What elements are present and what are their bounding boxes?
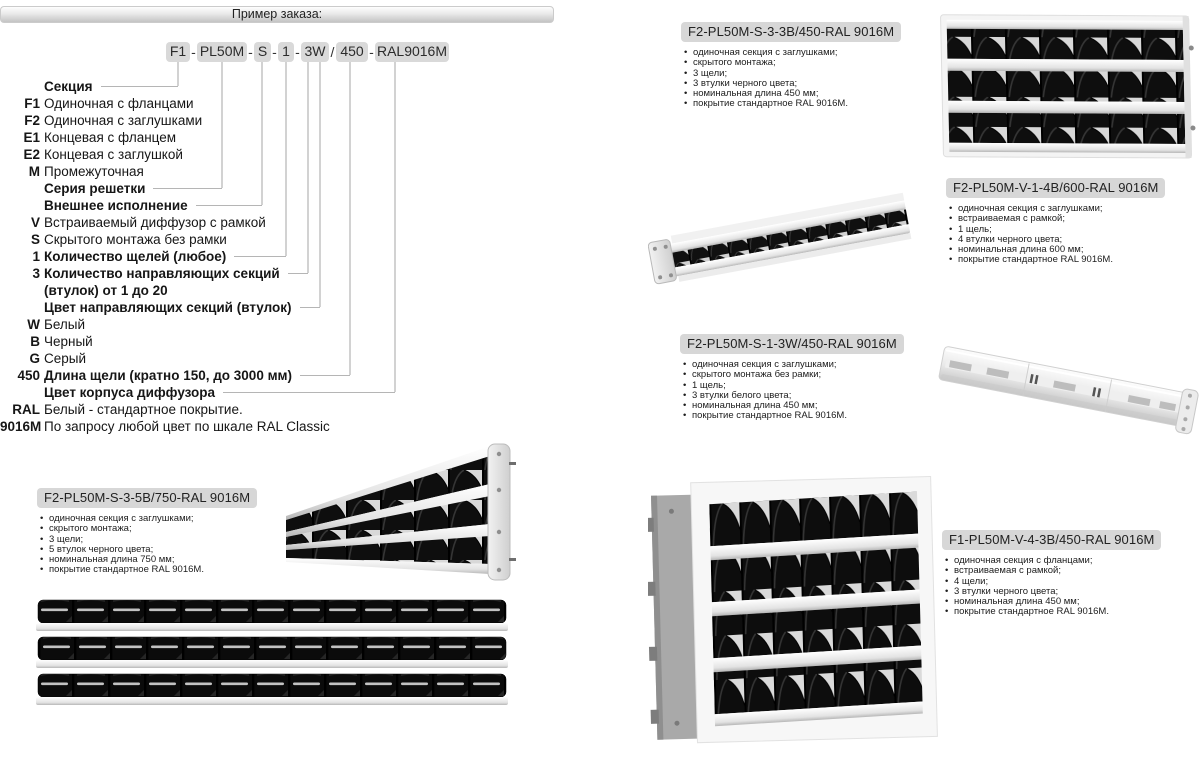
legend-label: Концевая с фланцем	[44, 130, 177, 145]
legend-prefix: S	[30, 232, 40, 247]
legend-label: Серия решетки	[44, 181, 146, 196]
end-cap	[488, 444, 510, 580]
legend-prefix: 9016M	[0, 419, 42, 434]
connector-line	[153, 188, 222, 189]
legend-row-slot-count	[0, 248, 286, 265]
legend-row-slot-length	[0, 367, 350, 384]
bullet-item: • 5 втулок черного цвета;	[38, 545, 299, 555]
legend-prefix: V	[30, 215, 40, 230]
code-segment-mounting: S	[254, 42, 271, 62]
legend-label: Встраиваемый диффузор с рамкой	[44, 215, 266, 230]
code-segment-color: RAL9016M	[375, 42, 449, 62]
bullet-item: • скрытого монтажа;	[682, 58, 933, 68]
legend-label: Цвет направляющих секций (втулок)	[44, 300, 292, 315]
bullet-item: • одиночная секция с заглушками;	[38, 514, 299, 524]
legend-label: Секция	[44, 79, 93, 94]
product-image-single-slot-angled	[648, 168, 922, 318]
bullet-item: • одиночная секция с заглушками;	[681, 360, 932, 370]
legend-prefix: F1	[24, 96, 40, 111]
code-segment-slots: 1	[278, 42, 294, 62]
legend-label: Концевая с заглушкой	[44, 147, 183, 162]
legend-label: Серый	[44, 351, 87, 366]
code-separator: -	[369, 44, 374, 60]
connector-line	[196, 205, 262, 206]
legend-label: (втулок) от 1 до 20	[44, 283, 168, 298]
legend-row-exterior	[0, 197, 262, 214]
bullet-item: • встраиваемая с рамкой;	[943, 566, 1194, 576]
bullet-item: • номинальная длина 750 мм;	[38, 555, 299, 565]
code-separator: -	[272, 44, 277, 60]
section-header-title: Пример заказа:	[231, 7, 323, 21]
legend-prefix: B	[30, 334, 40, 349]
code-segment-section: F1	[166, 42, 190, 62]
vane-band	[947, 29, 1184, 60]
legend-row	[0, 214, 395, 231]
legend-prefix: M	[28, 164, 40, 179]
legend-row	[0, 316, 395, 333]
product-block-2	[946, 178, 1198, 266]
product-block-4	[942, 530, 1194, 618]
connector-line	[234, 256, 286, 257]
legend-row	[0, 95, 395, 112]
connector-line	[288, 273, 308, 274]
product-bullets	[943, 556, 1194, 618]
product-bullets	[682, 48, 933, 110]
code-segment-length: 450	[336, 42, 368, 62]
bullet-item: • одиночная секция с заглушками;	[947, 204, 1198, 214]
product-bullets	[38, 514, 299, 576]
product-block-3	[680, 334, 932, 422]
bullet-item: • покрытие стандартное RAL 9016M.	[682, 99, 933, 109]
legend-row	[0, 129, 395, 146]
rail	[947, 20, 1183, 30]
strip	[36, 674, 508, 705]
product-image-3slot-perspective	[278, 440, 516, 608]
product-block-5	[37, 488, 299, 576]
legend-row-body-color	[0, 384, 395, 401]
legend-row	[0, 163, 395, 180]
bullet-item: • номинальная длина 450 мм;	[943, 597, 1194, 607]
connector-line	[300, 375, 350, 376]
legend-prefix: 1	[32, 249, 40, 264]
bullet-item: • скрытого монтажа без рамки;	[681, 370, 932, 380]
product-code-badge: F2-PL50M-S-3-5B/750-RAL 9016M	[37, 488, 257, 508]
legend-label: Белый	[44, 317, 86, 332]
legend-label: Количество щелей (любое)	[44, 249, 227, 264]
code-legend	[0, 78, 395, 435]
bullet-item: • покрытие стандартное RAL 9016M.	[947, 255, 1198, 265]
legend-prefix: E2	[23, 147, 40, 162]
legend-label: Внешнее исполнение	[44, 198, 188, 213]
connector-line	[101, 86, 179, 87]
legend-label: Скрытого монтажа без рамки	[44, 232, 227, 247]
legend-row	[0, 112, 395, 129]
product-bullets	[681, 360, 932, 422]
legend-row	[0, 231, 395, 248]
legend-row	[0, 146, 395, 163]
product-block-1	[681, 22, 933, 110]
bullet-item: • одиночная секция с заглушками;	[682, 48, 933, 58]
connector-line	[223, 392, 395, 393]
legend-label: Промежуточная	[44, 164, 144, 179]
bullet-item: • 3 втулки белого цвета;	[681, 391, 932, 401]
bullet-item: • 1 щель;	[947, 225, 1198, 235]
order-code	[166, 42, 449, 62]
product-code-badge: F2-PL50M-V-1-4B/600-RAL 9016M	[946, 178, 1165, 198]
legend-label: Цвет корпуса диффузора	[44, 385, 216, 400]
legend-label: Черный	[44, 334, 93, 349]
code-separator: -	[191, 44, 196, 60]
legend-row-vane-count	[0, 265, 308, 282]
legend-row	[0, 418, 395, 435]
legend-row-vane-color	[0, 299, 320, 316]
legend-row	[0, 333, 395, 350]
legend-row-section	[0, 78, 178, 95]
bullet-item: • покрытие стандартное RAL 9016M.	[681, 411, 932, 421]
bullet-item: • 3 щели;	[38, 535, 299, 545]
legend-label: Количество направляющих секций	[44, 266, 280, 281]
bullet-item: • 3 щели;	[682, 69, 933, 79]
bullet-item: • покрытие стандартное RAL 9016M.	[38, 565, 299, 575]
bullet-item: • встраиваемая с рамкой;	[947, 214, 1198, 224]
code-separator: -	[248, 44, 253, 60]
product-code-badge: F2-PL50M-S-3-3B/450-RAL 9016M	[681, 22, 901, 42]
bullet-item: • одиночная секция с фланцами;	[943, 556, 1194, 566]
product-image-3slot-strips-front	[36, 598, 512, 712]
legend-prefix: E1	[23, 130, 40, 145]
legend-label: Одиночная с фланцами	[44, 96, 194, 111]
vane-band	[948, 71, 1185, 102]
bullet-item: • покрытие стандартное RAL 9016M.	[943, 607, 1194, 617]
bullet-item: • 3 втулки черного цвета;	[682, 79, 933, 89]
code-separator: -	[295, 44, 300, 60]
product-code-badge: F2-PL50M-S-1-3W/450-RAL 9016M	[680, 334, 904, 354]
legend-prefix: G	[29, 351, 40, 366]
strip	[36, 637, 508, 668]
connector-line	[300, 307, 320, 308]
legend-prefix: F2	[24, 113, 40, 128]
bullet-item: • номинальная длина 450 мм;	[682, 89, 933, 99]
legend-row	[0, 350, 395, 367]
legend-label: Одиночная с заглушками	[44, 113, 203, 128]
legend-prefix: RAL	[12, 402, 40, 417]
bullet-item: • номинальная длина 600 мм;	[947, 245, 1198, 255]
legend-row-vane-count-line2	[0, 282, 395, 299]
code-segment-series: PL50M	[197, 42, 247, 62]
bullet-item: • 1 щель;	[681, 381, 932, 391]
legend-row-grille-series	[0, 180, 222, 197]
legend-prefix: W	[27, 317, 40, 332]
legend-prefix: 3	[32, 266, 40, 281]
bullet-item: • 4 щели;	[943, 577, 1194, 587]
product-image-3slot-black-angled	[938, 4, 1200, 166]
product-bullets	[947, 204, 1198, 266]
legend-prefix: 450	[17, 368, 40, 383]
legend-label: По запросу любой цвет по шкале RAL Classic	[44, 419, 330, 434]
vane-band	[949, 113, 1186, 144]
bullet-item: • скрытого монтажа;	[38, 524, 299, 534]
bullet-item: • 3 втулки черного цвета;	[943, 587, 1194, 597]
strip	[36, 600, 508, 631]
product-code-badge: F1-PL50M-V-4-3B/450-RAL 9016M	[942, 530, 1161, 550]
code-separator: /	[330, 44, 335, 60]
bullet-item: • номинальная длина 450 мм;	[681, 401, 932, 411]
product-image-4slot-front	[648, 458, 940, 757]
legend-label: Длина щели (кратно 150, до 3000 мм)	[44, 368, 293, 383]
bullet-item: • 4 втулки черного цвета;	[947, 235, 1198, 245]
code-segment-vanes: 3W	[301, 42, 329, 62]
section-header-bar	[0, 6, 554, 23]
legend-label: Белый - стандартное покрытие.	[44, 402, 243, 417]
legend-row	[0, 401, 395, 418]
product-image-white-profile-angled	[932, 318, 1200, 470]
